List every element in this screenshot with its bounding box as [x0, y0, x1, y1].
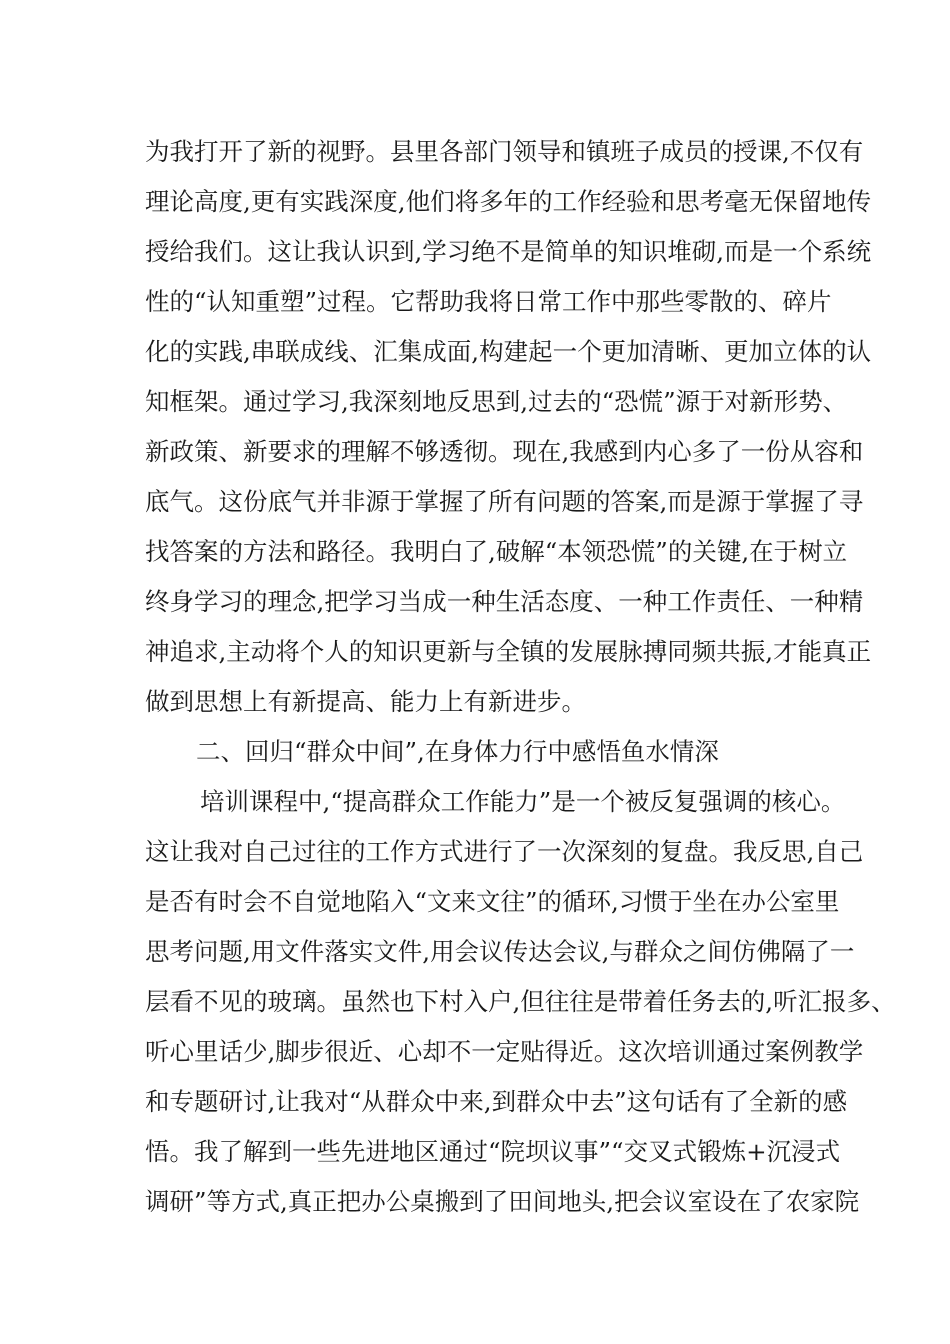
- text-line: 授给我们。这让我认识到,学习绝不是简单的知识堆砌,而是一个系统: [145, 237, 872, 266]
- text-line: 知框架。通过学习,我深刻地反思到,过去的“恐慌”源于对新形势、: [145, 387, 848, 416]
- text-line: 新政策、新要求的理解不够透彻。现在,我感到内心多了一份从容和: [145, 437, 864, 466]
- text-line: 做到思想上有新提高、能力上有新进步。: [145, 687, 586, 716]
- text-line: 悟。我了解到一些先进地区通过“院坝议事”“交叉式锻炼+沉浸式: [145, 1137, 841, 1166]
- text-line: 和专题研讨,让我对“从群众中来,到群众中去”这句话有了全新的感: [145, 1087, 848, 1116]
- paragraph-first-line: 培训课程中,“提高群众工作能力”是一个被反复强调的核心。: [200, 787, 846, 816]
- text-line: 终身学习的理念,把学习当成一种生活态度、一种工作责任、一种精: [145, 587, 864, 616]
- text-line: 层看不见的玻璃。虽然也下村入户,但往往是带着任务去的,听汇报多、: [145, 987, 896, 1016]
- text-line: 思考问题,用文件落实文件,用会议传达会议,与群众之间仿佛隔了一: [145, 937, 855, 966]
- text-line: 是否有时会不自觉地陷入“文来文往”的循环,习惯于坐在办公室里: [145, 887, 840, 916]
- text-line: 这让我对自己过往的工作方式进行了一次深刻的复盘。我反思,自己: [145, 837, 864, 866]
- text-line: 性的“认知重塑”过程。它帮助我将日常工作中那些零散的、碎片: [145, 287, 832, 316]
- text-line: 底气。这份底气并非源于掌握了所有问题的答案,而是源于掌握了寻: [145, 487, 864, 516]
- text-line: 化的实践,串联成线、汇集成面,构建起一个更加清晰、更加立体的认: [145, 337, 872, 366]
- text-line: 听心里话少,脚步很近、心却不一定贴得近。这次培训通过案例教学: [145, 1037, 864, 1066]
- text-line: 理论高度,更有实践深度,他们将多年的工作经验和思考毫无保留地传: [145, 187, 872, 216]
- text-line: 调研”等方式,真正把办公桌搬到了田间地头,把会议室设在了农家院: [145, 1187, 860, 1216]
- text-line: 找答案的方法和路径。我明白了,破解“本领恐慌”的关键,在于树立: [145, 537, 848, 566]
- text-line: 为我打开了新的视野。县里各部门领导和镇班子成员的授课,不仅有: [145, 137, 864, 166]
- text-line: 神追求,主动将个人的知识更新与全镇的发展脉搏同频共振,才能真正: [145, 637, 872, 666]
- section-heading: 二、回归“群众中间”,在身体力行中感悟鱼水情深: [196, 737, 719, 766]
